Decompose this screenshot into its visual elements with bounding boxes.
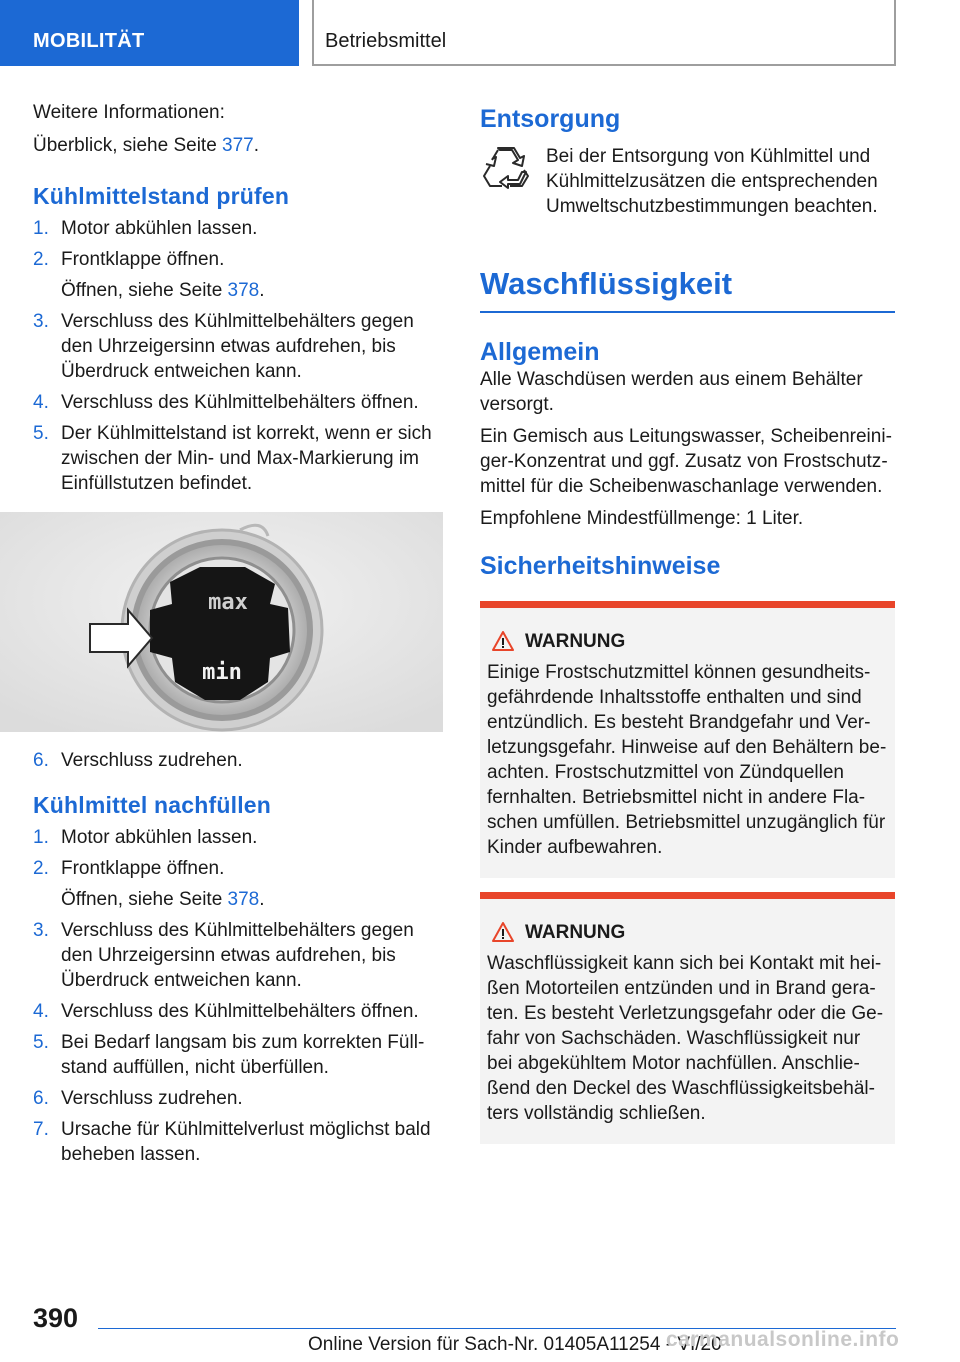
page-footer — [0, 1295, 960, 1362]
step-text: Verschluss des Kühlmittelbehälters öffnen. — [61, 1001, 419, 1022]
list-item — [33, 309, 443, 384]
general-p3: Empfohlene Mindestfüllmenge: 1 Liter. — [480, 508, 804, 529]
step-text: Ursache für Kühlmittelverlust möglichst bald beheben lassen. — [61, 1119, 431, 1165]
page-link-377[interactable]: 377 — [222, 135, 254, 156]
step-number: 5. — [33, 1032, 49, 1053]
page-link-378[interactable]: 378 — [227, 280, 260, 301]
step-sub-text: Öffnen, siehe Seite — [61, 280, 228, 301]
page-link-378[interactable]: 378 — [227, 889, 260, 910]
refill-heading: Kühlmittel nachfüllen — [33, 792, 272, 818]
step-sub-end: . — [259, 280, 265, 301]
list-item — [33, 1086, 443, 1111]
check-steps-cont — [33, 748, 443, 773]
step-number: 6. — [33, 750, 49, 771]
section-tab[interactable]: MOBILITÄT — [0, 0, 299, 66]
info-end: . — [253, 135, 260, 156]
list-item — [33, 421, 443, 496]
page-number: 390 — [33, 1303, 79, 1333]
refill-steps — [33, 825, 443, 1167]
step-number: 1. — [33, 827, 49, 848]
step-text: Verschluss des Kühlmittelbehälters gegen den Uhrzeigersinn etwas aufdrehen, bis Überdruck entweichen kann. — [61, 920, 414, 991]
list-item — [33, 918, 443, 993]
page-header — [0, 0, 960, 66]
warning-text: Waschflüssigkeit kann sich bei Kontakt mit heißen Motorteilen entzünden und in Brand geraten. Es besteht Verletzungsgefahr oder die Gefahr von Sachschäden. Waschflüssigkeit nur bei abgekühltem Motor nachfüllen. Anschließend den Deckel des Waschflüssigkeitsbehälters vollständig schließen. — [487, 953, 884, 1124]
warning-box-2 — [480, 892, 895, 1144]
warning-header — [487, 921, 887, 945]
list-item — [33, 390, 443, 415]
disposal-text: Bei der Entsorgung von Kühlmittel und Kühlmittelzusätzen die entsprechenden Umweltschutzbestimmungen beachten. — [546, 146, 878, 217]
disposal-heading: Entsorgung — [480, 105, 621, 133]
footer-text: Online Version für Sach-Nr. 01405A11254 - VI/20 — [308, 1334, 722, 1355]
list-item — [33, 748, 443, 773]
chapter-tab[interactable]: Betriebsmittel — [312, 0, 896, 66]
step-text: Motor abkühlen lassen. — [61, 827, 258, 848]
step-sub-end: . — [259, 889, 265, 910]
step-number: 5. — [33, 423, 49, 444]
section-divider — [480, 311, 895, 313]
coolant-level-photo — [0, 512, 443, 732]
info-text: Überblick, siehe Seite — [33, 135, 223, 156]
warning-text: Einige Frostschutzmittel können gesundheitsgefährdende Inhaltsstoffe enthalten und sind entzündlich. Es besteht Brandgefahr und Verletzungsgefahr. Hinweise auf den Behältern beachten. Frostschutzmittel von Zündquellen fernhalten. Betriebsmittel nicht in andere Flaschen umfüllen. Betriebsmittel unzugänglich für Kinder aufbewahren. — [487, 662, 887, 858]
warning-box-1 — [480, 601, 895, 878]
left-column — [33, 100, 443, 1173]
step-text: Der Kühlmittelstand ist korrekt, wenn er sich zwischen der Min- und Max-Markierung im Einfüllstutzen befindet. — [61, 423, 432, 494]
right-column — [480, 104, 895, 1144]
step-text: Verschluss des Kühlmittelbehälters gegen den Uhrzeigersinn etwas aufdrehen, bis Überdruck entweichen kann. — [61, 311, 414, 382]
check-heading: Kühlmittelstand prüfen — [33, 183, 290, 209]
list-item — [33, 216, 443, 241]
coolant-filler-illustration — [0, 512, 443, 732]
general-p2: Ein Gemisch aus Leitungswasser, Scheibenreiniger-Konzentrat und ggf. Zusatz von Frostschutzmittel für die Scheibenwaschanlage verwenden. — [480, 426, 892, 497]
step-number: 6. — [33, 1088, 49, 1109]
general-p1: Alle Waschdüsen werden aus einem Behälter versorgt. — [480, 369, 863, 415]
disposal-note — [480, 144, 895, 219]
list-item — [33, 999, 443, 1024]
step-sub — [61, 278, 443, 303]
list-item — [33, 825, 443, 850]
warning-triangle-icon — [491, 921, 515, 943]
watermark: carmanualsonline.info — [666, 1328, 900, 1351]
washer-heading: Waschflüssigkeit — [480, 266, 733, 301]
min-mark: min — [202, 660, 242, 685]
step-text: Frontklappe öffnen. — [61, 858, 225, 879]
info-line — [33, 133, 443, 158]
list-item — [33, 1117, 443, 1167]
step-number: 4. — [33, 392, 49, 413]
step-number: 3. — [33, 311, 49, 332]
warning-label: WARNUNG — [525, 631, 626, 652]
warning-label: WARNUNG — [525, 922, 626, 943]
step-text: Verschluss zudrehen. — [61, 1088, 243, 1109]
step-number: 1. — [33, 218, 49, 239]
step-text: Motor abkühlen lassen. — [61, 218, 258, 239]
list-item — [33, 856, 443, 912]
list-item — [33, 247, 443, 303]
max-mark: max — [208, 590, 248, 615]
warning-header — [487, 630, 887, 654]
step-number: 2. — [33, 249, 49, 270]
step-number: 2. — [33, 858, 49, 879]
step-number: 7. — [33, 1119, 49, 1140]
step-text: Verschluss des Kühlmittelbehälters öffnen. — [61, 392, 419, 413]
step-number: 3. — [33, 920, 49, 941]
step-text: Frontklappe öffnen. — [61, 249, 225, 270]
warning-triangle-icon — [491, 630, 515, 652]
general-heading: Allgemein — [480, 338, 600, 366]
list-item — [33, 1030, 443, 1080]
safety-heading: Sicherheitshinweise — [480, 552, 721, 580]
check-steps — [33, 216, 443, 496]
step-sub — [61, 887, 443, 912]
step-number: 4. — [33, 1001, 49, 1022]
info-label: Weitere Informationen: — [33, 102, 225, 123]
recycle-icon — [480, 144, 532, 192]
step-text: Verschluss zudrehen. — [61, 750, 243, 771]
step-sub-text: Öffnen, siehe Seite — [61, 889, 228, 910]
step-text: Bei Bedarf langsam bis zum korrekten Füllstand auffüllen, nicht überfüllen. — [61, 1032, 425, 1078]
